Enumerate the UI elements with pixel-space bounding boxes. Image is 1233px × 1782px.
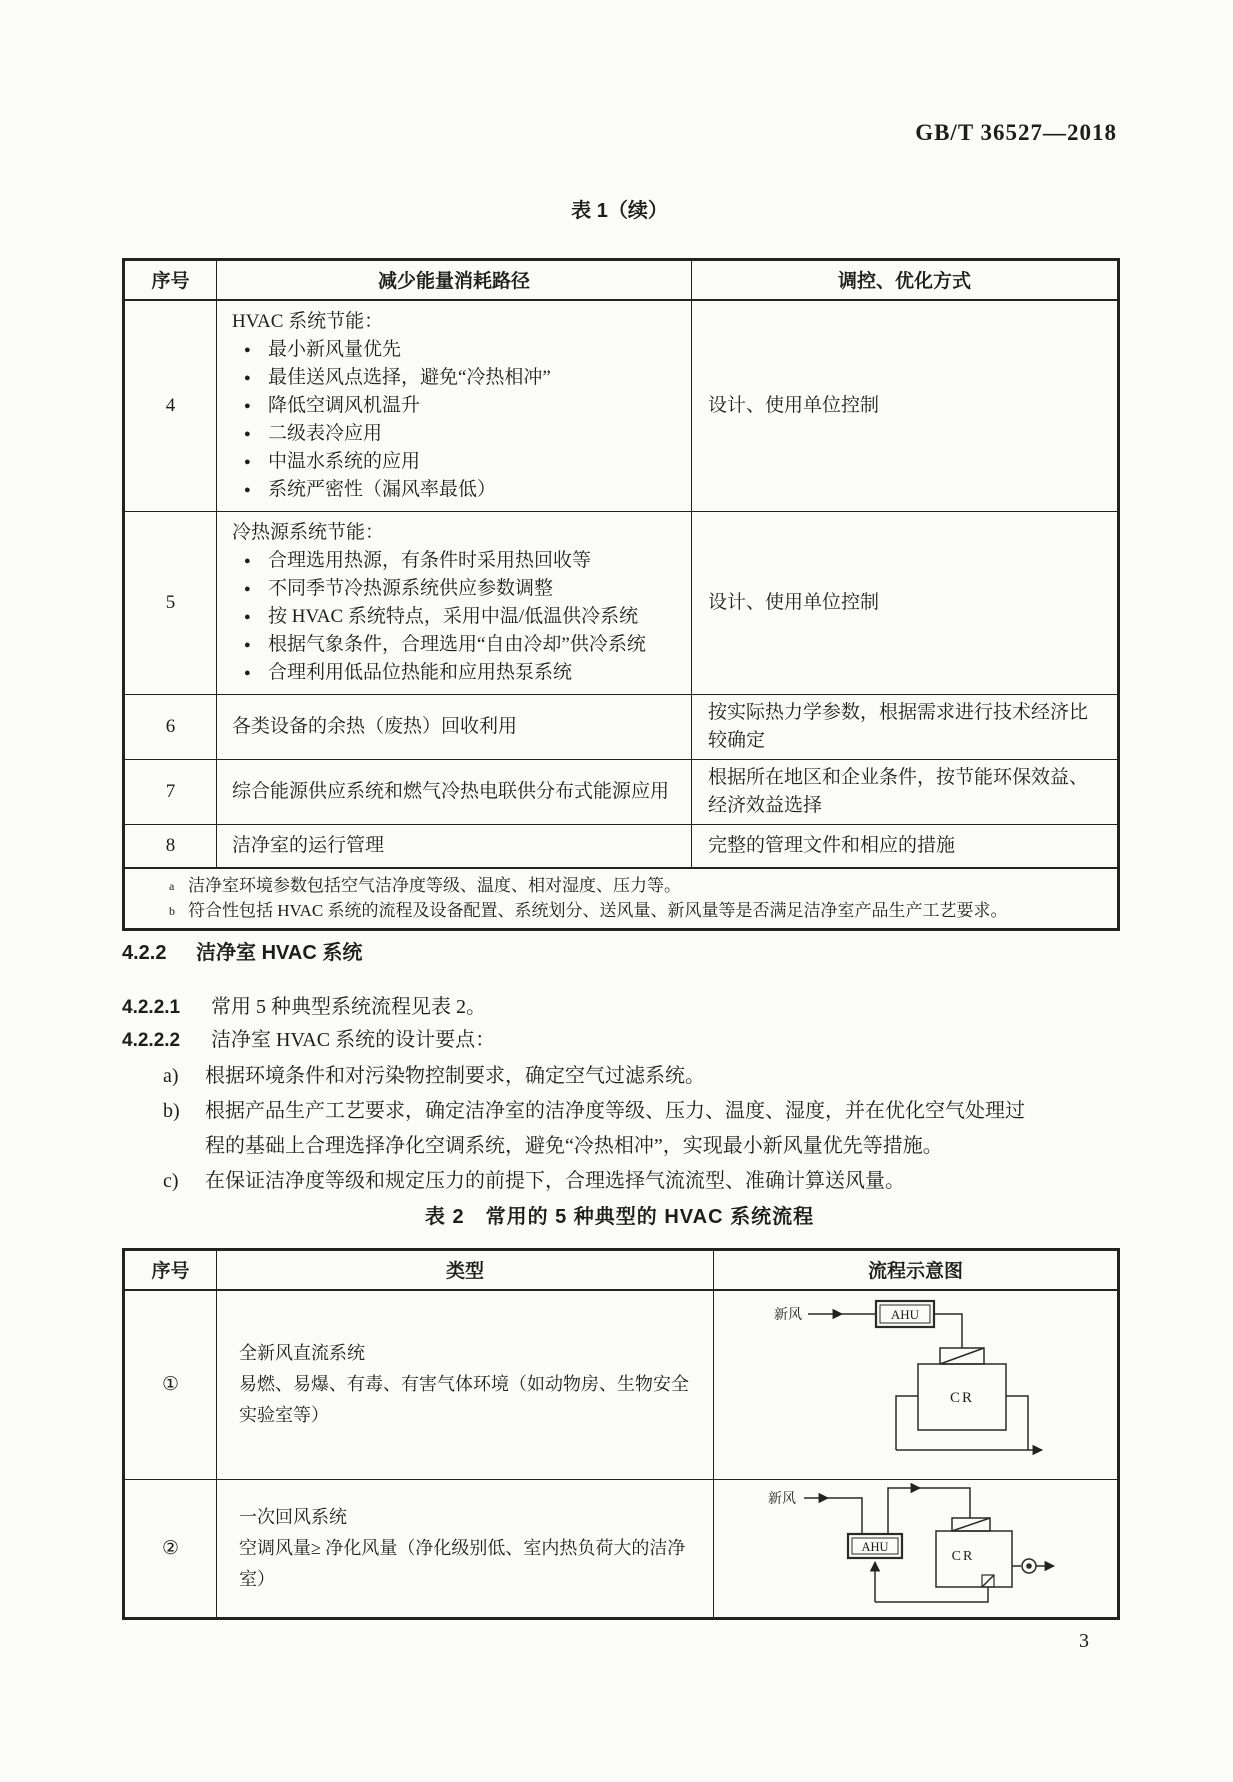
table1-header-row: [124, 260, 1119, 300]
fresh-air-label: 新风: [773, 1308, 802, 1324]
clause-text: 常用 5 种典型系统流程见表 2。: [211, 996, 486, 1018]
ahu-label: AHU: [860, 1540, 889, 1554]
supply-duct: [934, 1314, 962, 1348]
bullet-item: ● 合理选用热源，有条件时采用热回收等: [232, 547, 679, 575]
list-item-a: [122, 1059, 1117, 1094]
control-cell: 设计、使用单位控制: [692, 511, 1119, 694]
cleanroom-label: CR: [951, 1549, 974, 1564]
list-item-c: [122, 1164, 1117, 1199]
footnote-text: 洁净室环境参数包括空气洁净度等级、温度、相对湿度、压力等。: [188, 875, 681, 895]
table-row: [124, 694, 1119, 759]
filter-diagonal: [940, 1348, 984, 1364]
col-header-seq: 序号: [124, 260, 217, 300]
return-duct: [875, 1587, 988, 1602]
damper-diagonal: [982, 1575, 994, 1587]
exhaust-duct-left: [896, 1396, 918, 1450]
fresh-air-duct: [828, 1498, 862, 1534]
design-points-list: [122, 1059, 1117, 1199]
clause-text: 洁净室 HVAC 系统的设计要点：: [211, 1029, 496, 1051]
clause-number: 4.2.2.1: [122, 997, 181, 1018]
col-header-path: 减少能量消耗路径: [217, 260, 692, 300]
section-heading-text: 洁净室 HVAC 系统: [196, 942, 363, 964]
filter-diagonal: [952, 1518, 990, 1531]
doc-number: GB/T 36527—2018: [915, 120, 1117, 145]
bullet-item: ● 最小新风量优先: [232, 336, 679, 364]
bullet-item: ● 二级表冷应用: [232, 420, 679, 448]
page-number: 3: [1079, 1630, 1089, 1652]
col-header-flow-diagram: 流程示意图: [714, 1250, 1119, 1290]
section-heading-number: 4.2.2: [122, 942, 167, 964]
col-header-type: 类型: [217, 1250, 714, 1290]
path-bullet-list: [232, 547, 679, 687]
flow-diagram-primary-return: [716, 1480, 1116, 1612]
row-seq: ①: [124, 1290, 217, 1480]
path-title: HVAC 系统节能：: [232, 310, 384, 332]
item-text: 根据产品生产工艺要求，确定洁净室的洁净度等级、压力、温度、湿度，并在优化空气处理过程的基础上合理选择净化空调系统，避免“冷热相冲”，实现最小新风量优先等措施。: [205, 1100, 1025, 1157]
section-heading: [122, 936, 1117, 965]
clause-4-2-2-2: [122, 1024, 1117, 1057]
footnote-marker: a: [169, 878, 175, 893]
footnote-marker: b: [169, 903, 175, 918]
type-title: 一次回风系统: [239, 1507, 347, 1527]
col-header-control: 调控、优化方式: [692, 260, 1119, 300]
control-cell: 按实际热力学参数，根据需求进行技术经济比较确定: [692, 694, 1119, 759]
path-title: 洁净室的运行管理: [217, 824, 692, 868]
col-header-seq: 序号: [124, 1250, 217, 1290]
row-seq: 4: [124, 300, 217, 512]
control-cell: 根据所在地区和企业条件，按节能环保效益、经济效益选择: [692, 759, 1119, 824]
footnote-b: [125, 898, 1103, 923]
footnote-row: [124, 868, 1119, 930]
table-row: [124, 1290, 1119, 1480]
footnote-a: [125, 873, 1103, 898]
path-title: 各类设备的余热（废热）回收利用: [217, 694, 692, 759]
clause-4-2-2-1: [122, 991, 1117, 1024]
fan-hub: [1026, 1563, 1032, 1569]
table2-title: 表 2 常用的 5 种典型的 HVAC 系统流程: [424, 1206, 815, 1228]
type-desc: 空调风量≥ 净化风量（净化级别低、室内热负荷大的洁净室）: [239, 1538, 686, 1589]
table-row: [124, 300, 1119, 512]
bullet-item: ● 最佳送风点选择，避免“冷热相冲”: [232, 364, 679, 392]
bullet-item: ● 根据气象条件，合理选用“自由冷却”供冷系统: [232, 631, 679, 659]
item-marker: a): [163, 1065, 179, 1087]
table2: [122, 1248, 1120, 1620]
section-4-2-2: [122, 936, 1117, 1199]
table-row: [124, 824, 1119, 868]
row-seq: 5: [124, 511, 217, 694]
path-title: 冷热源系统节能：: [232, 521, 385, 543]
fresh-air-label: 新风: [767, 1492, 796, 1507]
bullet-item: ● 合理利用低品位热能和应用热泵系统: [232, 659, 679, 687]
row-seq: 6: [124, 694, 217, 759]
flow-diagram-once-through: [716, 1292, 1116, 1472]
type-title: 全新风直流系统: [239, 1343, 365, 1364]
item-text: 根据环境条件和对污染物控制要求，确定空气过滤系统。: [205, 1065, 705, 1087]
table2-header-row: [124, 1250, 1119, 1290]
clause-number: 4.2.2.2: [122, 1030, 181, 1051]
control-cell: 设计、使用单位控制: [692, 300, 1119, 512]
type-desc: 易燃、易爆、有毒、有害气体环境（如动物房、生物安全实验室等）: [239, 1374, 689, 1426]
cleanroom-label: CR: [949, 1390, 974, 1407]
supply-duct: [920, 1488, 970, 1518]
bullet-item: ● 按 HVAC 系统特点，采用中温/低温供冷系统: [232, 603, 679, 631]
bullet-item: ● 降低空调风机温升: [232, 392, 679, 420]
table1: [122, 258, 1120, 931]
list-item-b: [122, 1094, 1117, 1164]
row-seq: 8: [124, 824, 217, 868]
table-row: [124, 511, 1119, 694]
table1-title: 表 1（续）: [571, 200, 668, 222]
control-cell: 完整的管理文件和相应的措施: [692, 824, 1119, 868]
path-title: 综合能源供应系统和燃气冷热电联供分布式能源应用: [217, 759, 692, 824]
footnote-text: 符合性包括 HVAC 系统的流程及设备配置、系统划分、送风量、新风量等是否满足洁净室产品生产工艺要求。: [188, 900, 1008, 920]
bullet-item: ● 系统严密性（漏风率最低）: [232, 476, 679, 504]
exhaust-duct-right: [1006, 1396, 1028, 1450]
item-text: 在保证洁净度等级和规定压力的前提下，合理选择气流流型、准确计算送风量。: [205, 1170, 905, 1192]
table-row: [124, 759, 1119, 824]
table-row: [124, 1480, 1119, 1619]
bullet-item: ● 中温水系统的应用: [232, 448, 679, 476]
row-seq: ②: [124, 1480, 217, 1619]
item-marker: c): [163, 1170, 179, 1192]
path-bullet-list: [232, 336, 679, 504]
bullet-item: ● 不同季节冷热源系统供应参数调整: [232, 575, 679, 603]
ahu-label: AHU: [890, 1307, 919, 1323]
item-marker: b): [163, 1100, 180, 1122]
supply-arrow: [888, 1488, 920, 1534]
row-seq: 7: [124, 759, 217, 824]
